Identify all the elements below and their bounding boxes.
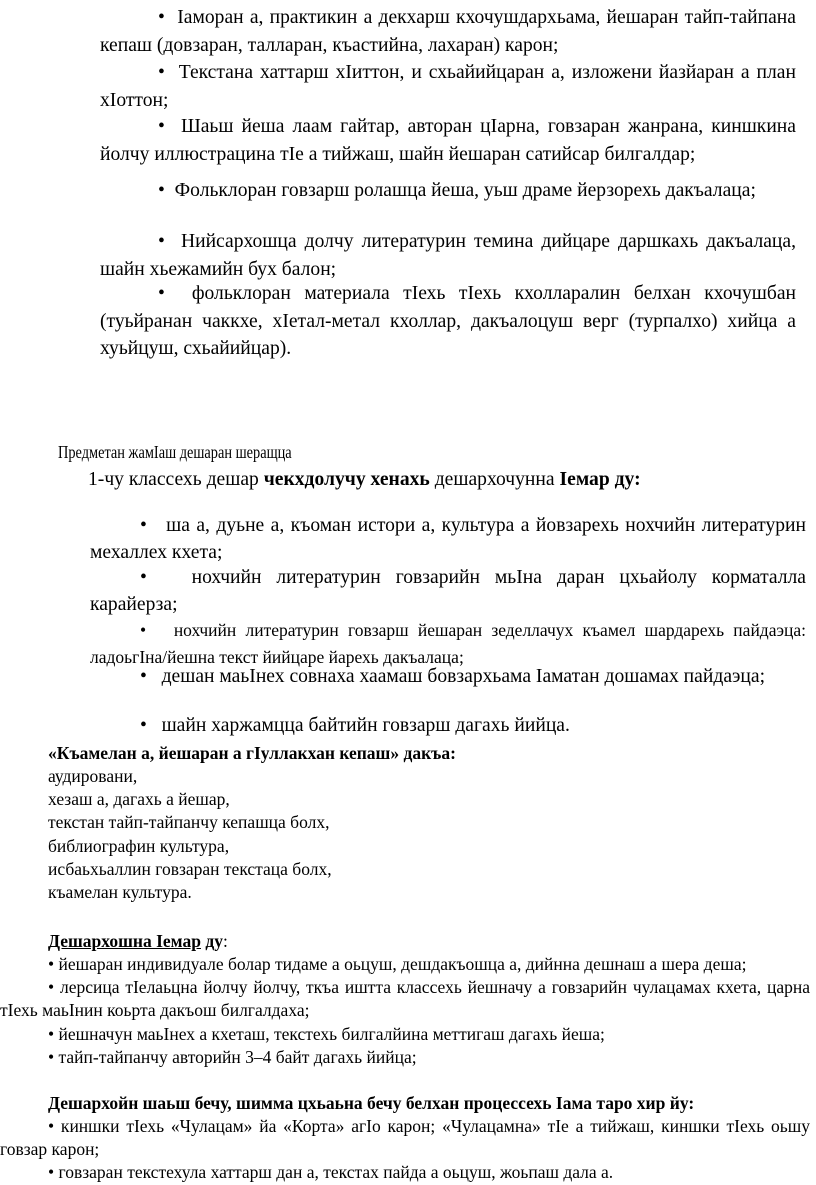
list-item: • шайн харжамцца байтийн говзарш дагахь йийца.	[140, 715, 570, 736]
list-item: • йешаран индивидуале болар тидаме а оьцуш, дешдакъошца а, дийнна дешнаш а шера деша;	[48, 954, 747, 974]
section-list	[48, 765, 808, 904]
bullet-icon: •	[158, 116, 181, 137]
bullet-icon: •	[158, 283, 192, 304]
list-item: хезаш а, дагахь а йешар,	[48, 789, 230, 810]
bullet-icon: •	[158, 7, 178, 28]
intro-line: 1-чу классехь дешар чекхдолучу хенахь дешархочунна Іемар ду:	[88, 469, 641, 490]
list-item: • киншки тІехь «Чулацам» йа «Корта» агІо карон; «Чулацамна» тІе а тийжаш, киншки тІехь оьшу говзар карон;	[0, 1116, 810, 1160]
section-heading: Дешархойн шаьш бечу, шимма цхьаьна бечу белхан процессехь Іама таро хир йу:	[48, 1093, 695, 1113]
section-subheading: Предметан жамІаш дешаран шеращца	[58, 442, 292, 462]
list-item: • фольклоран материала тІехь тІехь кхолларалин белхан кхочушбан (туьйранан чаккхе, хІетал-метал кхоллар, дакъалоцуш верг (турпалхо) хийца а хуьйцуш, схьайийцар).	[100, 283, 796, 359]
section-list	[0, 953, 810, 1069]
list-item: • дешан маьІнех совнаха хаамаш бовзархьама Іаматан дошамах пайдаэца;	[140, 666, 766, 687]
list-item: аудировани,	[48, 766, 138, 786]
section-list	[0, 1115, 810, 1185]
bullet-icon: •	[140, 620, 174, 640]
section-heading: Дешархошна Іемар ду:	[48, 931, 228, 951]
list-item: • тайп-тайпанчу авторийн 3–4 байт дагахь йийца;	[48, 1046, 417, 1067]
bullet-icon: •	[140, 715, 162, 736]
list-item: • ша а, дуьне а, къоман истори а, культура а йовзарехь нохчийн литературин мехаллех кхета;	[90, 515, 807, 563]
list-item: • нохчийн литературин говзарш йешаран зеделлачух къамел шардарехь пайдаэца: ладоьгІна/йешна текст йийцаре йарехь дакъалаца;	[90, 620, 806, 667]
section-heading: «Къамелан а, йешаран а гІуллакхан кепаш» дакъа:	[48, 743, 456, 763]
list-item: къамелан культура.	[48, 882, 192, 903]
bullet-icon: •	[158, 180, 175, 201]
bullet-icon: •	[158, 62, 179, 83]
bullet-icon: •	[140, 515, 167, 536]
list-item: • лерсица тІелаьцна йолчу йолчу, ткъа иштта классехь йешначу а говзарийн чулацамах кхета, царна тІехь маьІнин коьрта дакъош билгалдаха;	[0, 977, 810, 1021]
list-item: • говзаран текстехула хаттарш дан а, текстах пайда а оьцуш, жоьпаш дала а.	[48, 1162, 614, 1183]
list-item: • йешначун маьІнех а кхеташ, текстехь билгалйина меттигаш дагахь йеша;	[48, 1023, 605, 1044]
bullet-icon: •	[140, 567, 192, 588]
list-item: • Текстана хаттарш хІиттон, и схьайийцаран а, изложени йазйаран а план хІоттон;	[100, 62, 796, 111]
list-item: • Нийсархошца долчу литературин темина дийцаре даршкахь дакъалаца, шайн хьежамийн бух балон;	[100, 231, 796, 280]
list-item: • нохчийн литературин говзарийн мьІна даран цхьайолу корматалла карайерза;	[90, 567, 806, 615]
bullet-icon: •	[158, 231, 181, 252]
list-item: • Іаморан а, практикин а декхарш кхочушдархьама, йешаран тайп-тайпана кепаш (довзаран, талларан, къастийна, лахаран) карон;	[100, 7, 796, 56]
bullet-icon: •	[140, 666, 162, 687]
list-item: • Фольклоран говзарш ролашца йеша, уьш драме йерзорехь дакъалаца;	[158, 180, 756, 201]
list-item: библиографин культура,	[48, 835, 230, 856]
list-item: исбаьхьаллин говзаран текстаца болх,	[48, 858, 332, 879]
list-item: текстан тайп-тайпанчу кепашца болх,	[48, 812, 330, 833]
list-item: • Шаьш йеша лаам гайтар, авторан цІарна, говзаран жанрана, киншкина йолчу иллюстрацина тІе а тийжаш, шайн йешаран сатийсар билгалдар;	[100, 116, 796, 165]
